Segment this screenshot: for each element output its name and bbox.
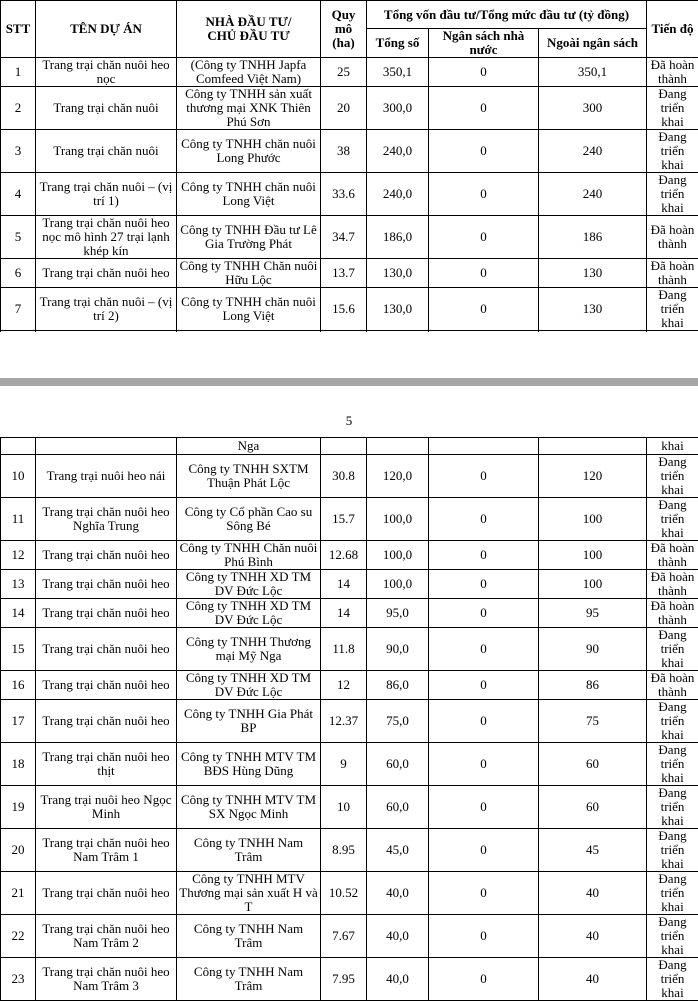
header-progress: Tiến độ: [647, 1, 698, 58]
cell-non-budget: 100: [539, 541, 647, 570]
table-row: [1, 58, 698, 87]
cell-state-budget: 0: [429, 872, 539, 915]
cell-investor: Công ty TNHH Thương mại Mỹ Nga: [177, 628, 321, 671]
cell-progress: Đã hoàn thành: [647, 599, 698, 628]
cell-total: 240,0: [367, 130, 429, 173]
cell-investor: Công ty TNHH Chăn nuôi Hữu Lộc: [177, 259, 321, 288]
table-row: [1, 455, 698, 498]
table-row: [1, 288, 698, 331]
cell-progress: Đang triển khai: [647, 786, 698, 829]
cell-stt: 15: [1, 628, 36, 671]
cell-state-budget: 0: [429, 599, 539, 628]
cell-total: 100,0: [367, 570, 429, 599]
header-project-name: TÊN DỰ ÁN: [36, 1, 177, 58]
cell-non-budget: 100: [539, 570, 647, 599]
page-top-margin: [0, 386, 698, 437]
cell-total: 45,0: [367, 829, 429, 872]
table-row: [1, 130, 698, 173]
cell-state-budget: 0: [429, 958, 539, 1001]
cell-project-name: Trang trại chăn nuôi heo: [36, 700, 177, 743]
cell-project-name: Trang trại chăn nuôi: [36, 87, 177, 130]
cell-stt: 14: [1, 599, 36, 628]
table-row: [1, 786, 698, 829]
header-scale: [321, 1, 367, 58]
cell-progress: Đã hoàn thành: [647, 671, 698, 700]
table-row: [1, 599, 698, 628]
cell-total: 95,0: [367, 599, 429, 628]
cell-project-name: Trang trại chăn nuôi heo thịt: [36, 743, 177, 786]
cell-investor: Công ty TNHH sản xuất thương mại XNK Thiên Phú Sơn: [177, 87, 321, 130]
header-total-capital: Tổng vốn đầu tư/Tổng mức đầu tư (tỷ đồng): [367, 1, 647, 29]
cell-non-budget: 90: [539, 628, 647, 671]
cell-state-budget: 0: [429, 541, 539, 570]
header-state-budget-line-2: nước: [470, 42, 498, 57]
table-row: [1, 958, 698, 1001]
table-row: [1, 872, 698, 915]
cell-stt: 1: [1, 58, 36, 87]
cell-progress: Đã hoàn thành: [647, 570, 698, 599]
cell-state-budget: 0: [429, 786, 539, 829]
cell-scale: 33.6: [321, 173, 367, 216]
cell-scale: 11.8: [321, 628, 367, 671]
cell-progress: Đã hoàn thành: [647, 216, 698, 259]
cell-state-budget: 0: [429, 87, 539, 130]
cell-state-budget: [429, 438, 539, 455]
cell-investor: Công ty TNHH Chăn nuôi Phú Bình: [177, 541, 321, 570]
cell-progress: Đang triển khai: [647, 455, 698, 498]
cell-progress: khai: [647, 438, 698, 455]
cell-non-budget: [539, 438, 647, 455]
cell-project-name: Trang trại chăn nuôi: [36, 130, 177, 173]
cell-stt: 4: [1, 173, 36, 216]
cell-total: 100,0: [367, 541, 429, 570]
cell-stt: 2: [1, 87, 36, 130]
cell-project-name: Trang trại chăn nuôi heo nọc: [36, 58, 177, 87]
cell-progress: Đang triển khai: [647, 130, 698, 173]
cell-non-budget: 75: [539, 700, 647, 743]
table-row: [1, 87, 698, 130]
cell-investor: Công ty TNHH Gia Phát BP: [177, 700, 321, 743]
cell-progress: Đang triển khai: [647, 958, 698, 1001]
cell-investor: Nga: [177, 438, 321, 455]
cell-project-name: Trang trại chăn nuôi heo Nam Trâm 2: [36, 915, 177, 958]
cell-total: 86,0: [367, 671, 429, 700]
cell-total: 40,0: [367, 872, 429, 915]
cell-scale: 30.8: [321, 455, 367, 498]
cell-total: [367, 438, 429, 455]
header-investor-line-2: CHỦ ĐẦU TƯ: [207, 28, 289, 43]
table-body-page-2: [1, 438, 698, 1001]
table-row: [1, 671, 698, 700]
cell-scale: 12.37: [321, 700, 367, 743]
cell-project-name: Trang trại chăn nuôi heo: [36, 628, 177, 671]
cell-scale: 10: [321, 786, 367, 829]
cell-scale: 12: [321, 671, 367, 700]
cell-stt: 10: [1, 455, 36, 498]
cell-project-name: Trang trại chăn nuôi heo nọc mô hình 27 trại lạnh khép kín: [36, 216, 177, 259]
header-state-budget-line-1: Ngân sách nhà: [443, 29, 525, 44]
cell-scale: 15.7: [321, 498, 367, 541]
cell-stt: 3: [1, 130, 36, 173]
cell-non-budget: 300: [539, 87, 647, 130]
cell-investor: Công ty TNHH XD TM DV Đức Lộc: [177, 570, 321, 599]
cell-total: 300,0: [367, 87, 429, 130]
cell-stt: 6: [1, 259, 36, 288]
cell-state-budget: 0: [429, 288, 539, 331]
cell-scale: 34.7: [321, 216, 367, 259]
cell-total: 350,1: [367, 58, 429, 87]
cell-state-budget: 0: [429, 671, 539, 700]
cell-non-budget: 120: [539, 455, 647, 498]
cell-state-budget: 0: [429, 216, 539, 259]
cell-stt: 7: [1, 288, 36, 331]
cell-scale: 14: [321, 570, 367, 599]
table-row: [1, 570, 698, 599]
cell-state-budget: 0: [429, 58, 539, 87]
cell-total: 60,0: [367, 786, 429, 829]
cell-investor: Công ty TNHH Nam Trâm: [177, 958, 321, 1001]
cell-scale: 20: [321, 87, 367, 130]
cell-investor: Công ty TNHH chăn nuôi Long Phước: [177, 130, 321, 173]
cell-stt: 12: [1, 541, 36, 570]
cell-state-budget: 0: [429, 829, 539, 872]
cell-stt: 20: [1, 829, 36, 872]
cell-project-name: Trang trại chăn nuôi heo: [36, 599, 177, 628]
cell-progress: Đang triển khai: [647, 498, 698, 541]
cell-project-name: Trang trại nuôi heo nái: [36, 455, 177, 498]
cell-scale: 9: [321, 743, 367, 786]
cell-stt: 17: [1, 700, 36, 743]
cell-project-name: Trang trại chăn nuôi heo Nghĩa Trung: [36, 498, 177, 541]
cell-scale: 7.67: [321, 915, 367, 958]
cell-scale: 8.95: [321, 829, 367, 872]
cell-non-budget: 60: [539, 786, 647, 829]
cell-stt: 13: [1, 570, 36, 599]
continuation-row: [1, 438, 698, 455]
cell-project-name: Trang trại chăn nuôi heo: [36, 671, 177, 700]
cell-non-budget: 60: [539, 743, 647, 786]
cell-progress: Đang triển khai: [647, 628, 698, 671]
cell-non-budget: 45: [539, 829, 647, 872]
header-stt: STT: [1, 1, 36, 58]
cell-stt: 11: [1, 498, 36, 541]
cell-investor: (Công ty TNHH Japfa Comfeed Việt Nam): [177, 58, 321, 87]
cell-stt: [1, 438, 36, 455]
cell-state-budget: 0: [429, 455, 539, 498]
cell-total: 75,0: [367, 700, 429, 743]
cell-non-budget: 240: [539, 130, 647, 173]
table-row: [1, 498, 698, 541]
cell-total: 240,0: [367, 173, 429, 216]
cell-non-budget: 186: [539, 216, 647, 259]
cell-stt: 18: [1, 743, 36, 786]
cell-project-name: Trang trại chăn nuôi – (vị trí 2): [36, 288, 177, 331]
cell-state-budget: 0: [429, 498, 539, 541]
cell-state-budget: 0: [429, 700, 539, 743]
cell-project-name: Trang trại chăn nuôi heo: [36, 541, 177, 570]
cell-non-budget: 86: [539, 671, 647, 700]
header-investor: [177, 1, 321, 58]
cell-investor: Công ty TNHH Đầu tư Lê Gia Trường Phát: [177, 216, 321, 259]
cell-scale: 38: [321, 130, 367, 173]
cell-stt: 23: [1, 958, 36, 1001]
cell-scale: 10.52: [321, 872, 367, 915]
cell-project-name: Trang trại nuôi heo Ngọc Minh: [36, 786, 177, 829]
cell-progress: Đã hoàn thành: [647, 259, 698, 288]
cell-progress: Đang triển khai: [647, 173, 698, 216]
cell-stt: 5: [1, 216, 36, 259]
cell-scale: 25: [321, 58, 367, 87]
header-scale-line-1: Quy: [332, 7, 356, 22]
project-table-page-2: [0, 437, 698, 1001]
cell-total: 130,0: [367, 259, 429, 288]
table-row: [1, 216, 698, 259]
cell-non-budget: 40: [539, 958, 647, 1001]
cell-state-budget: 0: [429, 130, 539, 173]
cell-project-name: Trang trại chăn nuôi – (vị trí 1): [36, 173, 177, 216]
table-row: [1, 259, 698, 288]
cell-investor: Công ty Cổ phần Cao su Sông Bé: [177, 498, 321, 541]
header-scale-line-2: mô (ha): [332, 21, 354, 50]
cell-state-budget: 0: [429, 259, 539, 288]
header-investor-line-1: NHÀ ĐẦU TƯ/: [206, 14, 292, 29]
cell-investor: Công ty TNHH MTV Thương mại sản xuất H và T: [177, 872, 321, 915]
cell-stt: 16: [1, 671, 36, 700]
cell-project-name: [36, 438, 177, 455]
cell-non-budget: 350,1: [539, 58, 647, 87]
table-row: [1, 173, 698, 216]
cell-progress: Đã hoàn thành: [647, 58, 698, 87]
cell-total: 130,0: [367, 288, 429, 331]
cell-non-budget: 100: [539, 498, 647, 541]
table-row: [1, 915, 698, 958]
cell-stt: 21: [1, 872, 36, 915]
cell-progress: Đang triển khai: [647, 915, 698, 958]
cell-scale: 14: [321, 599, 367, 628]
cell-project-name: Trang trại chăn nuôi heo: [36, 259, 177, 288]
cell-state-budget: 0: [429, 743, 539, 786]
cell-scale: 7.95: [321, 958, 367, 1001]
cell-non-budget: 130: [539, 259, 647, 288]
cell-total: 40,0: [367, 915, 429, 958]
cell-investor: Công ty TNHH Nam Trâm: [177, 915, 321, 958]
cell-progress: Đang triển khai: [647, 700, 698, 743]
cell-non-budget: 240: [539, 173, 647, 216]
cell-non-budget: 40: [539, 872, 647, 915]
cell-scale: 15.6: [321, 288, 367, 331]
header-total: Tổng số: [367, 29, 429, 58]
cell-total: 40,0: [367, 958, 429, 1001]
cell-total: 186,0: [367, 216, 429, 259]
cell-investor: Công ty TNHH MTV TM BĐS Hùng Dũng: [177, 743, 321, 786]
cell-total: 60,0: [367, 743, 429, 786]
cell-total: 100,0: [367, 498, 429, 541]
cell-stt: 19: [1, 786, 36, 829]
cell-progress: Đã hoàn thành: [647, 541, 698, 570]
cell-investor: Công ty TNHH SXTM Thuận Phát Lộc: [177, 455, 321, 498]
cell-stt: 22: [1, 915, 36, 958]
cell-non-budget: 40: [539, 915, 647, 958]
table-row: [1, 700, 698, 743]
cell-progress: Đang triển khai: [647, 872, 698, 915]
page-number: 5: [0, 413, 698, 429]
cell-progress: Đang triển khai: [647, 743, 698, 786]
cell-state-budget: 0: [429, 570, 539, 599]
cell-investor: Công ty TNHH XD TM DV Đức Lộc: [177, 599, 321, 628]
cell-project-name: Trang trại chăn nuôi heo Nam Trâm 3: [36, 958, 177, 1001]
cell-scale: 13.7: [321, 259, 367, 288]
cell-investor: Công ty TNHH chăn nuôi Long Việt: [177, 288, 321, 331]
cell-project-name: Trang trại chăn nuôi heo: [36, 872, 177, 915]
cell-progress: Đang triển khai: [647, 829, 698, 872]
table-row: [1, 541, 698, 570]
cell-scale: [321, 438, 367, 455]
cell-non-budget: 95: [539, 599, 647, 628]
cell-scale: 12.68: [321, 541, 367, 570]
cell-investor: Công ty TNHH chăn nuôi Long Việt: [177, 173, 321, 216]
cell-project-name: Trang trại chăn nuôi heo: [36, 570, 177, 599]
table-row: [1, 743, 698, 786]
cell-progress: Đang triển khai: [647, 87, 698, 130]
cell-non-budget: 130: [539, 288, 647, 331]
cell-investor: Công ty TNHH MTV TM SX Ngọc Minh: [177, 786, 321, 829]
page-bottom-margin: [0, 332, 698, 378]
header-non-budget: Ngoài ngân sách: [539, 29, 647, 58]
cell-state-budget: 0: [429, 173, 539, 216]
header-state-budget: [429, 29, 539, 58]
cell-state-budget: 0: [429, 628, 539, 671]
cell-total: 90,0: [367, 628, 429, 671]
cell-progress: Đang triển khai: [647, 288, 698, 331]
cell-total: 120,0: [367, 455, 429, 498]
cell-investor: Công ty TNHH XD TM DV Đức Lộc: [177, 671, 321, 700]
cell-investor: Công ty TNHH Nam Trâm: [177, 829, 321, 872]
cell-project-name: Trang trại chăn nuôi heo Nam Trâm 1: [36, 829, 177, 872]
table-row: [1, 829, 698, 872]
table-row: [1, 628, 698, 671]
page-separator: [0, 378, 698, 386]
cell-state-budget: 0: [429, 915, 539, 958]
